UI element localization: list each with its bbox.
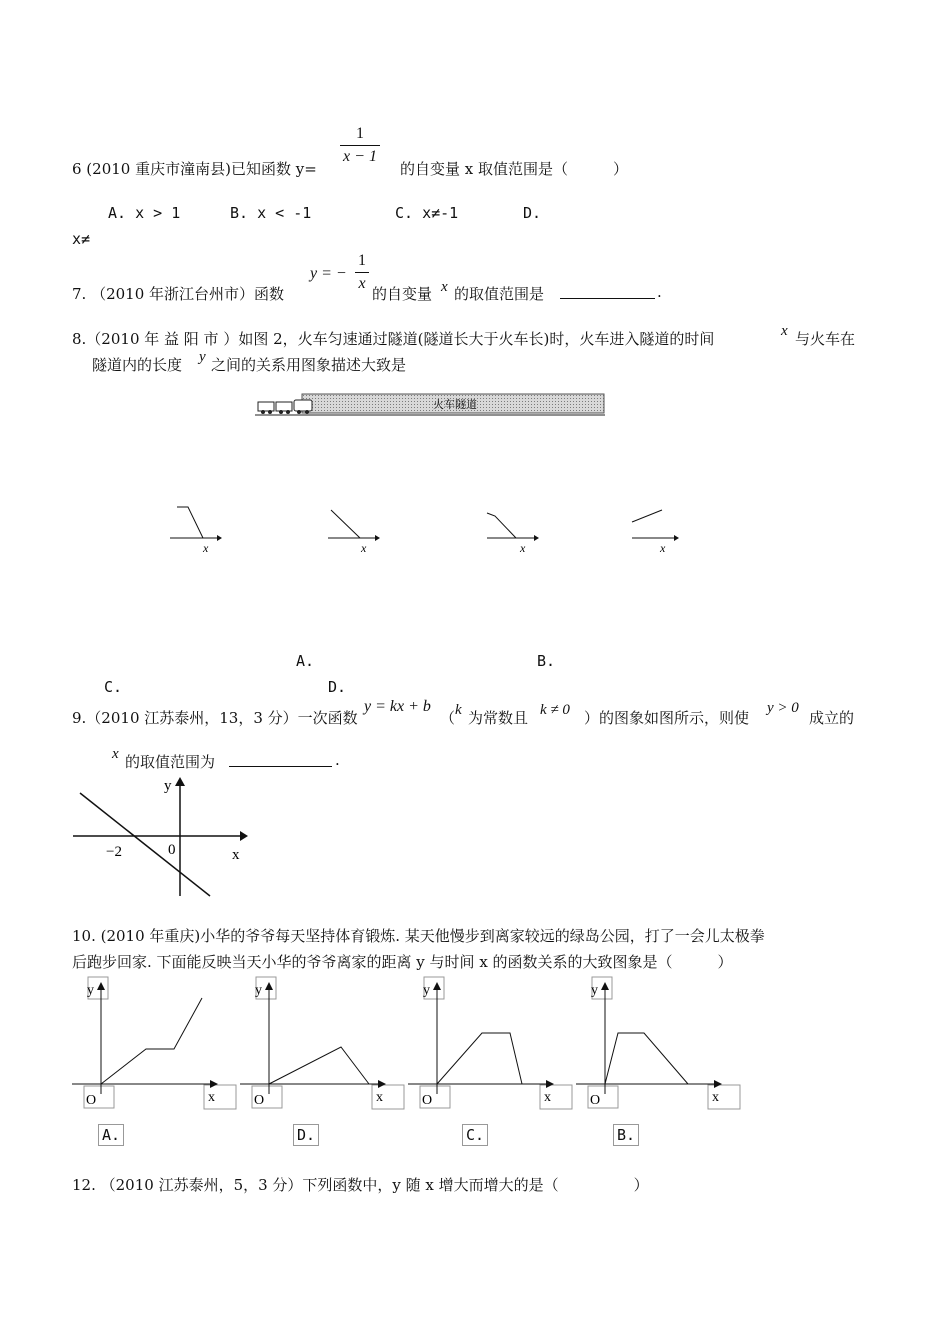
- q10-b-x-label: x: [712, 1090, 719, 1105]
- q9-inequality: y > 0: [767, 700, 799, 716]
- q7-frac-denominator: x: [358, 275, 366, 292]
- q6-frac-numerator: 1: [356, 125, 364, 142]
- q8-line1-prefix: 8.（2010 年 益 阳 市 ）如图 2，火车匀速通过隧道(隧道长大于火车长)时，火车进入隧道的时间: [72, 330, 715, 348]
- q9-prefix: 9.（2010 江苏泰州，13，3 分）一次函数: [72, 709, 358, 727]
- q8-option-a: A.: [296, 652, 315, 670]
- q10-c-x-label: x: [544, 1090, 551, 1105]
- q10-a-origin: O: [86, 1093, 97, 1108]
- q8-var-y: y: [199, 349, 206, 365]
- q7-frac-numerator: 1: [358, 252, 366, 269]
- q6-option-b: B. x < -1: [230, 204, 312, 222]
- q10-graph-b: [576, 976, 746, 1111]
- q8-graph-a-x-label: x: [203, 541, 209, 555]
- q10-c-origin: O: [422, 1093, 433, 1108]
- q9-end: 成立的: [809, 709, 855, 727]
- q8-graph-d-x-label: x: [660, 541, 666, 555]
- q9-k: k: [455, 702, 462, 718]
- q10-graph-a: [72, 976, 242, 1111]
- q9-mid: 为常数且: [468, 709, 529, 727]
- q10-b-origin: O: [590, 1093, 601, 1108]
- q8-option-c: C.: [104, 678, 123, 696]
- q10-d-origin: O: [254, 1093, 265, 1108]
- q8-graph-c: [482, 500, 542, 555]
- q10-graph-d: [240, 976, 410, 1111]
- q10-d-y-label: y: [255, 983, 262, 998]
- q8-line2-prefix: 隧道内的长度: [92, 356, 183, 374]
- tunnel-label: 火车隧道: [433, 399, 477, 411]
- q6-option-c: C. x≠-1: [395, 204, 459, 222]
- q6-option-d: D.: [523, 204, 542, 222]
- q10-line1: 10. (2010 年重庆)小华的爷爷每天坚持体育锻炼. 某天他慢步到离家较远的绿岛公园，打了一会儿太极拳: [72, 927, 765, 945]
- q6-option-a: A. x > 1: [108, 204, 181, 222]
- q10-a-x-label: x: [208, 1090, 215, 1105]
- q6-suffix: 的自变量 x 取值范围是（ ）: [400, 160, 628, 178]
- q8-var-x: x: [781, 323, 788, 339]
- q9-function-line: [80, 793, 210, 896]
- q6-fraction: [340, 125, 380, 166]
- q9-line2-var: x: [112, 746, 119, 762]
- q10-graph-c: [408, 976, 578, 1111]
- q8-graph-c-x-label: x: [520, 541, 526, 555]
- q10-b-y-label: y: [591, 983, 598, 998]
- q8-graph-b: [323, 500, 383, 555]
- q9-x-label: x: [232, 847, 240, 863]
- q8-option-b: B.: [537, 652, 556, 670]
- q8-graph-b-x-label: x: [361, 541, 367, 555]
- q6-prefix: 6 (2010 重庆市潼南县)已知函数 y=: [72, 160, 317, 178]
- q9-answer-blank[interactable]: [229, 751, 332, 771]
- q10-option-c[interactable]: C.: [462, 1124, 488, 1146]
- q10-option-d[interactable]: D.: [293, 1124, 319, 1146]
- q7-end: .: [657, 283, 662, 301]
- q10-option-b[interactable]: B.: [613, 1124, 639, 1146]
- q10-c-y-label: y: [423, 983, 430, 998]
- q6-option-d-wrap: x≠: [72, 230, 91, 248]
- q8-option-d: D.: [328, 678, 347, 696]
- q10-a-y-label: y: [87, 983, 94, 998]
- q8-line2-suffix: 之间的关系用图象描述大致是: [211, 356, 407, 374]
- q9-line2-text: 的取值范围为: [125, 753, 216, 771]
- q9-line2-end: .: [335, 751, 340, 769]
- q10-option-a[interactable]: A.: [98, 1124, 124, 1146]
- q9-linear-graph: [70, 774, 255, 904]
- q9-paren: （: [440, 709, 456, 727]
- q7-fraction: [355, 252, 369, 293]
- q10-d-x-label: x: [376, 1090, 383, 1105]
- q8-graph-a: [165, 500, 225, 555]
- q8-line1-suffix: 与火车在: [795, 330, 856, 348]
- q7-prefix: 7. （2010 年浙江台州市）函数: [72, 285, 285, 303]
- q9-origin-label: 0: [168, 842, 176, 858]
- q9-equation: y = kx + b: [364, 698, 431, 715]
- q10-line2: 后跑步回家. 下面能反映当天小华的爷爷离家的距离 y 与时间 x 的函数关系的大致图象是（ ）: [72, 953, 733, 971]
- q12-text: 12. （2010 江苏泰州，5，3 分）下列函数中，y 随 x 增大而增大的是（ ）: [72, 1176, 649, 1194]
- q9-y-label: y: [164, 778, 172, 794]
- q7-suffix: 的取值范围是: [454, 285, 545, 303]
- q9-intercept-label: −2: [106, 844, 122, 860]
- q8-graph-d: [627, 500, 687, 555]
- q9-condition: k ≠ 0: [540, 702, 570, 718]
- q7-var: x: [441, 279, 448, 295]
- q9-close: ）的图象如图所示，则使: [584, 709, 750, 727]
- q7-middle: 的自变量: [372, 285, 433, 303]
- q7-answer-blank[interactable]: [560, 283, 655, 303]
- q6-frac-denominator: x − 1: [343, 148, 377, 165]
- q7-equation: y = −: [310, 265, 347, 282]
- train-tunnel-figure: [255, 392, 607, 418]
